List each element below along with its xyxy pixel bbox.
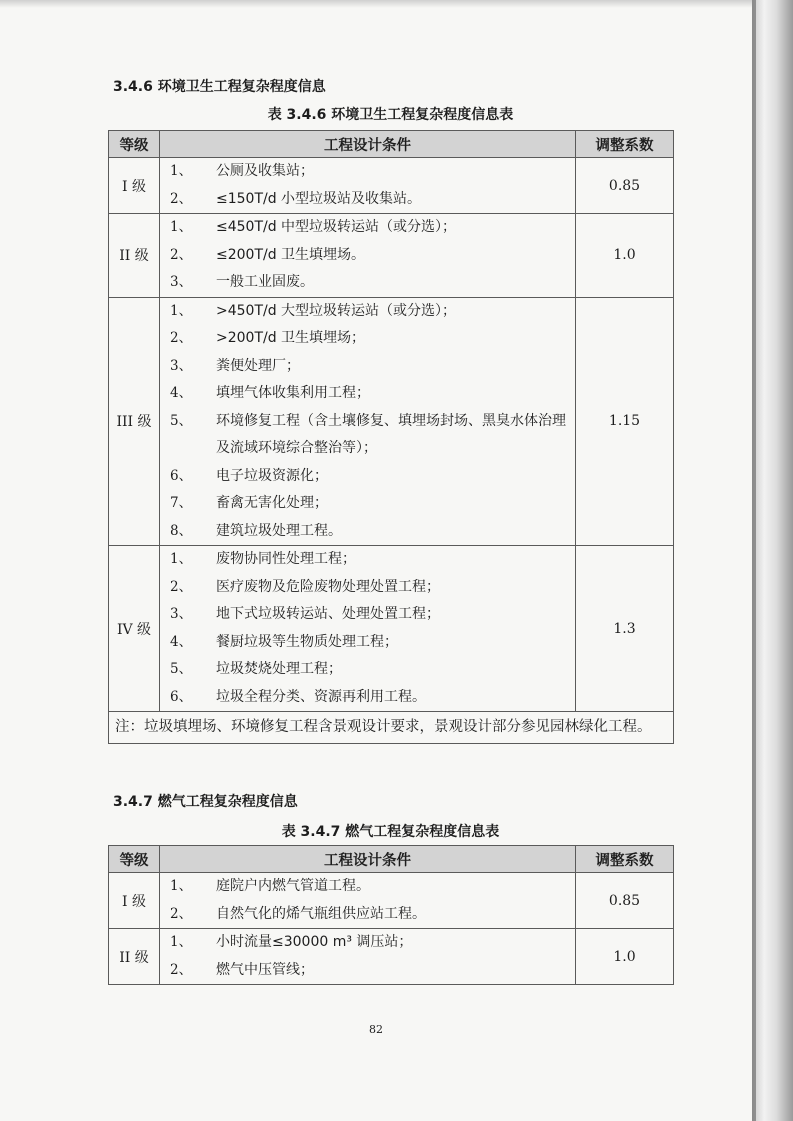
list-item [170, 298, 571, 326]
list-item [170, 325, 571, 353]
table-note-row [109, 712, 674, 744]
conditions-cell [160, 929, 576, 985]
list-item [170, 656, 571, 684]
header-grade: 等级 [109, 131, 160, 158]
item-number: 6、 [170, 688, 193, 705]
coefficient-cell: 1.3 [576, 546, 674, 712]
item-number: 8、 [170, 522, 193, 539]
item-number: 1、 [170, 219, 193, 235]
list-item [170, 490, 571, 518]
coefficient-cell: 0.85 [576, 158, 674, 214]
item-number: 6、 [170, 467, 193, 484]
item-text: 自然气化的烯气瓶组供应站工程。 [216, 905, 426, 922]
conditions-cell [160, 214, 576, 298]
list-item [170, 518, 571, 546]
list-item [170, 574, 571, 602]
item-text: ≤150T/d 小型垃圾站及收集站。 [216, 190, 422, 207]
item-text: 畜禽无害化处理； [216, 495, 328, 511]
item-text: 燃气中压管线； [216, 961, 314, 978]
item-text: 公厕及收集站； [216, 163, 314, 179]
page-top-shadow [0, 0, 752, 8]
table-caption-3-4-6: 表 3.4.6 环境卫生工程复杂程度信息表 [267, 107, 514, 123]
item-text: 垃圾焚烧处理工程； [216, 661, 342, 677]
item-number: 2、 [170, 330, 193, 346]
item-text: 一般工业固废。 [216, 274, 314, 290]
item-text: 粪便处理厂； [216, 357, 300, 374]
header-conditions: 工程设计条件 [160, 131, 576, 158]
item-text: 医疗废物及危险废物处理处置工程； [216, 578, 440, 595]
item-text: 餐厨垃圾等生物质处理工程； [216, 633, 398, 650]
item-number: 1、 [170, 878, 193, 894]
list-item [170, 408, 571, 463]
table-caption-3-4-7: 表 3.4.7 燃气工程复杂程度信息表 [281, 824, 500, 840]
item-text: 电子垃圾资源化； [216, 467, 328, 484]
list-item [170, 684, 571, 712]
item-number: 5、 [170, 661, 193, 677]
table-row [109, 158, 674, 214]
table-header-row [109, 131, 674, 158]
table-3-4-7 [108, 845, 674, 985]
book-binding-edge [752, 0, 793, 1121]
item-text: 地下式垃圾转运站、处理处置工程； [216, 606, 440, 622]
section-heading-3-4-6: 3.4.6 环境卫生工程复杂程度信息 [113, 79, 326, 95]
item-number: 7、 [170, 495, 193, 511]
grade-cell: I 级 [109, 158, 160, 214]
header-conditions: 工程设计条件 [160, 846, 576, 873]
item-number: 1、 [170, 302, 193, 319]
item-text: 小时流量≤30000 m³ 调压站； [216, 934, 413, 950]
list-item [170, 186, 571, 214]
table-row [109, 297, 674, 546]
item-number: 5、 [170, 412, 193, 429]
table-row [109, 929, 674, 985]
item-text: 庭院户内燃气管道工程。 [216, 878, 370, 894]
item-number: 4、 [170, 633, 193, 650]
item-number: 2、 [170, 578, 193, 595]
item-text: >450T/d 大型垃圾转运站（或分选）； [216, 302, 457, 319]
conditions-cell [160, 873, 576, 929]
header-coefficient: 调整系数 [576, 131, 674, 158]
item-number: 3、 [170, 274, 193, 290]
item-text: ≤450T/d 中型垃圾转运站（或分选）； [216, 219, 457, 235]
item-number: 2、 [170, 246, 193, 263]
item-number: 2、 [170, 190, 193, 207]
table-3-4-6 [108, 130, 674, 744]
conditions-cell [160, 297, 576, 546]
item-text: 环境修复工程（含土壤修复、填埋场封场、黑臭水体治理及流域环境综合整治等）； [216, 412, 566, 456]
item-text: ≤200T/d 卫生填埋场。 [216, 246, 366, 263]
item-number: 4、 [170, 385, 193, 401]
conditions-cell [160, 158, 576, 214]
item-number: 2、 [170, 905, 193, 922]
list-item [170, 601, 571, 629]
list-item [170, 546, 571, 574]
list-item [170, 901, 571, 929]
list-item [170, 214, 571, 242]
conditions-cell [160, 546, 576, 712]
table-row [109, 546, 674, 712]
item-text: >200T/d 卫生填埋场； [216, 330, 366, 346]
table-note: 注：垃圾填埋场、环境修复工程含景观设计要求，景观设计部分参见园林绿化工程。 [109, 712, 674, 744]
section-heading-3-4-7: 3.4.7 燃气工程复杂程度信息 [113, 794, 298, 810]
header-grade: 等级 [109, 846, 160, 873]
coefficient-cell: 1.0 [576, 929, 674, 985]
grade-cell: III 级 [109, 297, 160, 546]
item-number: 1、 [170, 551, 193, 567]
coefficient-cell: 1.15 [576, 297, 674, 546]
item-number: 3、 [170, 357, 193, 374]
item-text: 建筑垃圾处理工程。 [216, 522, 342, 539]
item-text: 废物协同性处理工程； [216, 551, 356, 567]
list-item [170, 269, 571, 297]
page-number: 82 [369, 1023, 383, 1036]
header-coefficient: 调整系数 [576, 846, 674, 873]
list-item [170, 380, 571, 408]
list-item [170, 873, 571, 901]
coefficient-cell: 1.0 [576, 214, 674, 298]
grade-cell: IV 级 [109, 546, 160, 712]
coefficient-cell: 0.85 [576, 873, 674, 929]
grade-cell: I 级 [109, 873, 160, 929]
item-number: 2、 [170, 961, 193, 978]
list-item [170, 463, 571, 491]
list-item [170, 158, 571, 186]
grade-cell: II 级 [109, 214, 160, 298]
list-item [170, 629, 571, 657]
list-item [170, 242, 571, 270]
list-item [170, 353, 571, 381]
list-item [170, 957, 571, 985]
item-text: 垃圾全程分类、资源再利用工程。 [216, 688, 426, 705]
item-number: 1、 [170, 934, 193, 950]
grade-cell: II 级 [109, 929, 160, 985]
table-row [109, 873, 674, 929]
item-text: 填埋气体收集利用工程； [216, 385, 370, 401]
item-number: 1、 [170, 163, 193, 179]
item-number: 3、 [170, 606, 193, 622]
table-header-row [109, 846, 674, 873]
list-item [170, 929, 571, 957]
table-row [109, 214, 674, 298]
